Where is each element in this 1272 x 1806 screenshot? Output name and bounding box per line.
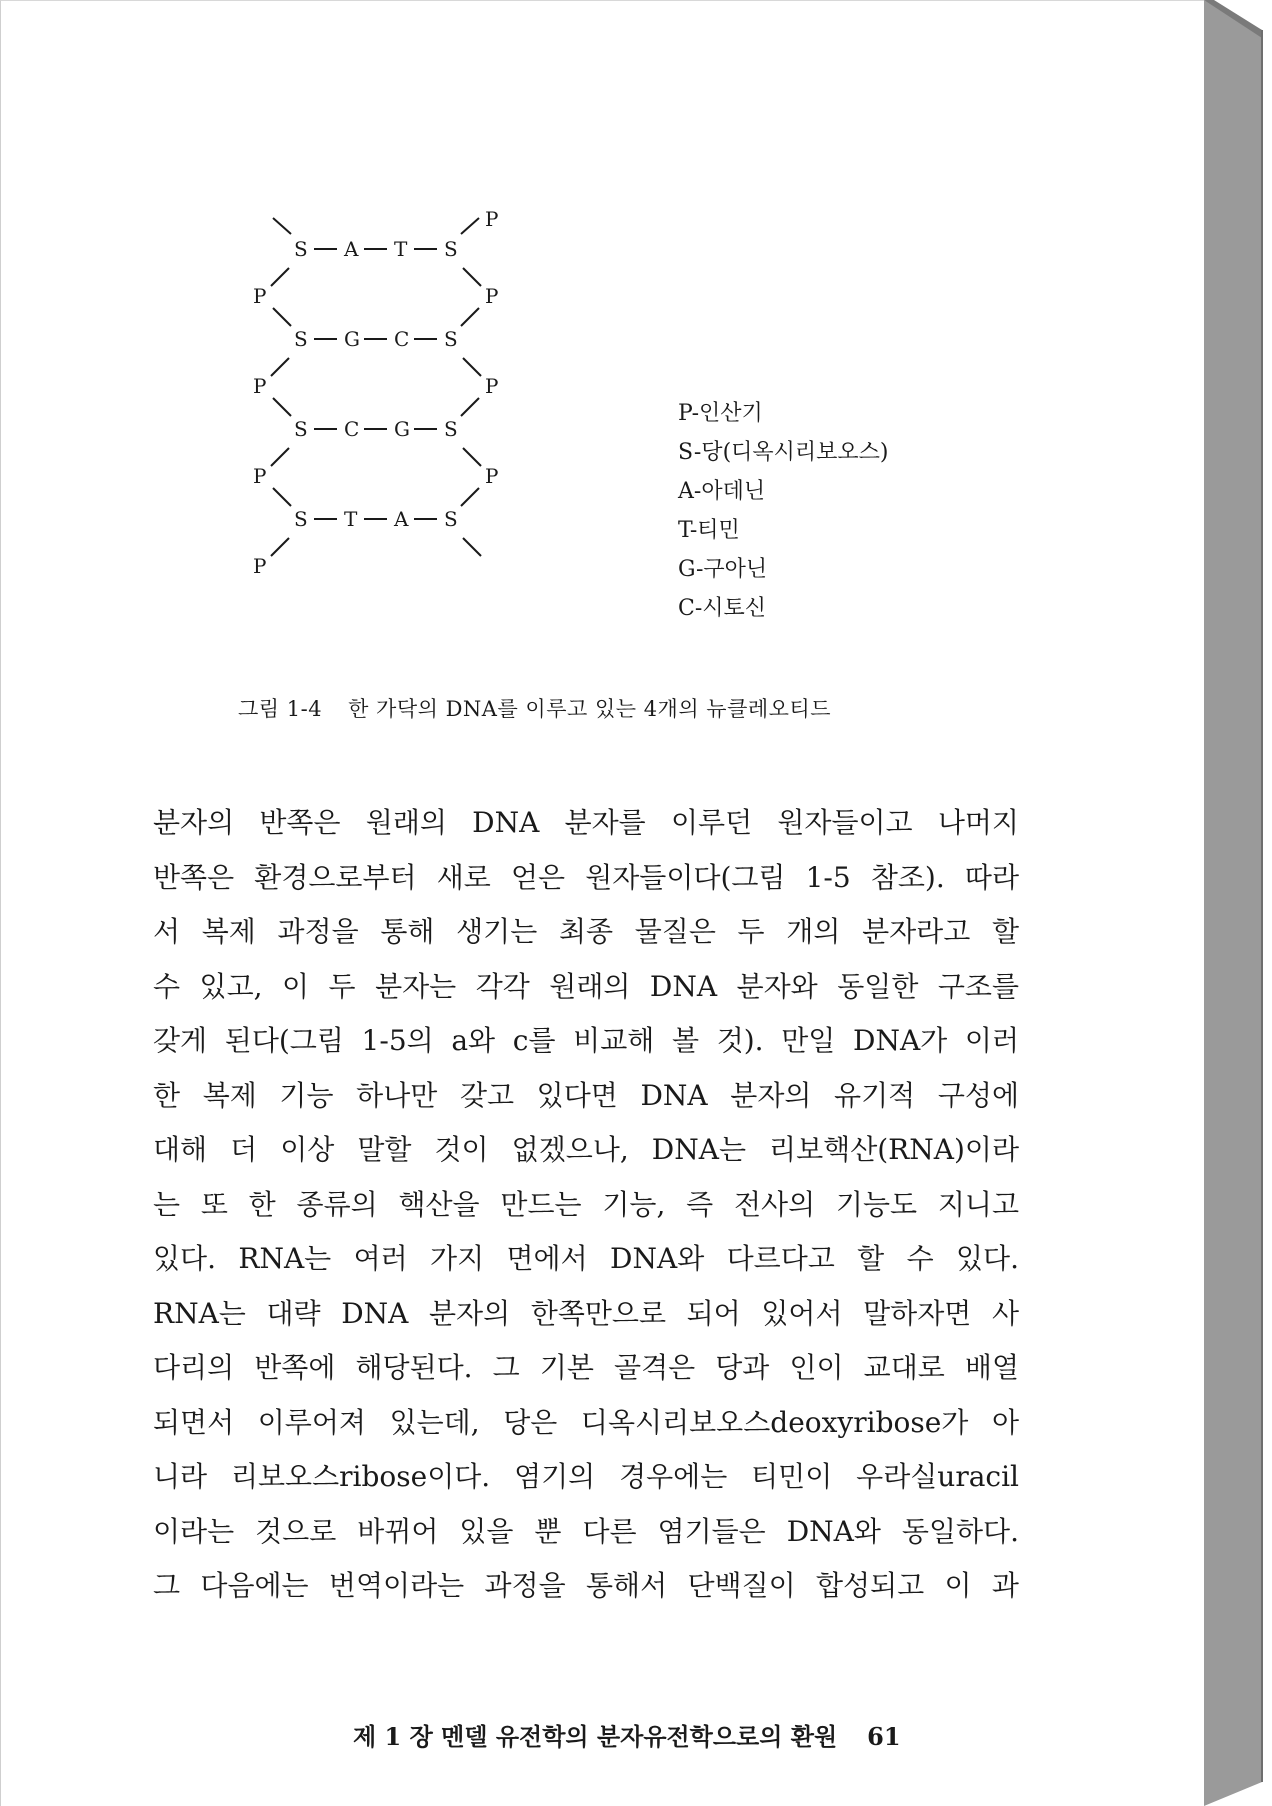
body-paragraph xyxy=(153,796,1019,1614)
base-label: C xyxy=(344,417,360,441)
figure-caption xyxy=(238,693,831,723)
legend-item: A-아데닌 xyxy=(678,479,766,504)
phosphate-label: P xyxy=(485,284,499,308)
text-line: 는 또 한 종류의 핵산을 만드는 기능, 즉 전사의 기능도 지니고 xyxy=(153,1187,1019,1221)
figure-caption-text: 한 가닥의 DNA를 이루고 있는 4개의 뉴클레오티드 xyxy=(348,697,832,721)
bond-line xyxy=(463,358,481,376)
base-label: T xyxy=(344,507,358,531)
bond-line xyxy=(271,448,289,466)
text-line: 반쪽은 환경으로부터 새로 얻은 원자들이다(그림 1-5 참조). 따라 xyxy=(153,860,1019,894)
sugar-label: S xyxy=(444,327,458,351)
sugar-label: S xyxy=(444,237,458,261)
text-line: 있다. RNA는 여러 가지 면에서 DNA와 다르다고 할 수 있다. xyxy=(153,1242,1019,1275)
running-title: 제 1 장 멘델 유전학의 분자유전학으로의 환원 xyxy=(353,1722,838,1751)
legend-item: P-인산기 xyxy=(678,401,763,426)
legend-item: G-구아닌 xyxy=(678,557,768,582)
sugar-label: S xyxy=(294,417,308,441)
base-label: G xyxy=(394,417,410,441)
sugar-label: S xyxy=(444,417,458,441)
diagram-legend xyxy=(678,394,889,628)
sugar-label: S xyxy=(294,237,308,261)
legend-item: S-당(디옥시리보오스) xyxy=(678,440,889,465)
phosphate-label: P xyxy=(485,207,499,231)
page-footer xyxy=(353,1717,901,1752)
bond-line xyxy=(273,308,291,326)
sugar-label: S xyxy=(444,507,458,531)
bond-line xyxy=(273,398,291,416)
bond-line xyxy=(461,218,479,234)
bond-line xyxy=(463,268,481,286)
base-label: C xyxy=(394,327,410,351)
base-label: T xyxy=(394,237,408,261)
text-line: 서 복제 과정을 통해 생기는 최종 물질은 두 개의 분자라고 할 xyxy=(153,915,1019,948)
base-label: A xyxy=(394,507,409,531)
bond-line xyxy=(273,488,291,506)
figure-number: 그림 1-4 xyxy=(238,697,323,721)
bond-line xyxy=(461,488,479,506)
bond-line xyxy=(463,448,481,466)
legend-item: T-티민 xyxy=(678,518,740,543)
sugar-label: S xyxy=(294,327,308,351)
bond-line xyxy=(271,538,289,556)
phosphate-label: P xyxy=(253,284,267,308)
text-line: 이라는 것으로 바뀌어 있을 뿐 다른 염기들은 DNA와 동일하다. xyxy=(153,1514,1019,1548)
legend-item: C-시토신 xyxy=(678,596,767,621)
sugar-label: S xyxy=(294,507,308,531)
text-line: 한 복제 기능 하나만 갖고 있다면 DNA 분자의 유기적 구성에 xyxy=(153,1078,1019,1112)
text-line: 대해 더 이상 말할 것이 없겠으나, DNA는 리보핵산(RNA)이라 xyxy=(153,1133,1019,1166)
base-label: G xyxy=(344,327,360,351)
dna-diagram xyxy=(251,206,571,626)
phosphate-label: P xyxy=(253,554,267,578)
page-number: 61 xyxy=(867,1722,901,1751)
phosphate-label: P xyxy=(485,464,499,488)
base-label: A xyxy=(344,237,359,261)
bond-line xyxy=(271,358,289,376)
phosphate-label: P xyxy=(253,374,267,398)
phosphate-label: P xyxy=(485,374,499,398)
bond-line xyxy=(273,218,291,234)
bond-line xyxy=(461,308,479,326)
text-line: RNA는 대략 DNA 분자의 한쪽만으로 되어 있어서 말하자면 사 xyxy=(153,1296,1019,1330)
text-line: 수 있고, 이 두 분자는 각각 원래의 DNA 분자와 동일한 구조를 xyxy=(153,969,1019,1003)
text-line: 다리의 반쪽에 해당된다. 그 기본 골격은 당과 인이 교대로 배열 xyxy=(153,1351,1019,1384)
text-line: 되면서 이루어져 있는데, 당은 디옥시리보오스deoxyribose가 아 xyxy=(153,1405,1019,1439)
bond-line xyxy=(271,268,289,286)
text-line: 분자의 반쪽은 원래의 DNA 분자를 이루던 원자들이고 나머지 xyxy=(153,806,1019,839)
bond-line xyxy=(463,538,481,556)
bond-line xyxy=(461,398,479,416)
phosphate-label: P xyxy=(253,464,267,488)
text-line: 그 다음에는 번역이라는 과정을 통해서 단백질이 합성되고 이 과 xyxy=(153,1569,1019,1602)
text-line: 니라 리보오스ribose이다. 염기의 경우에는 티민이 우라실uracil xyxy=(153,1460,1019,1493)
text-line: 갖게 된다(그림 1-5의 a와 c를 비교해 볼 것). 만일 DNA가 이러 xyxy=(153,1024,1019,1057)
